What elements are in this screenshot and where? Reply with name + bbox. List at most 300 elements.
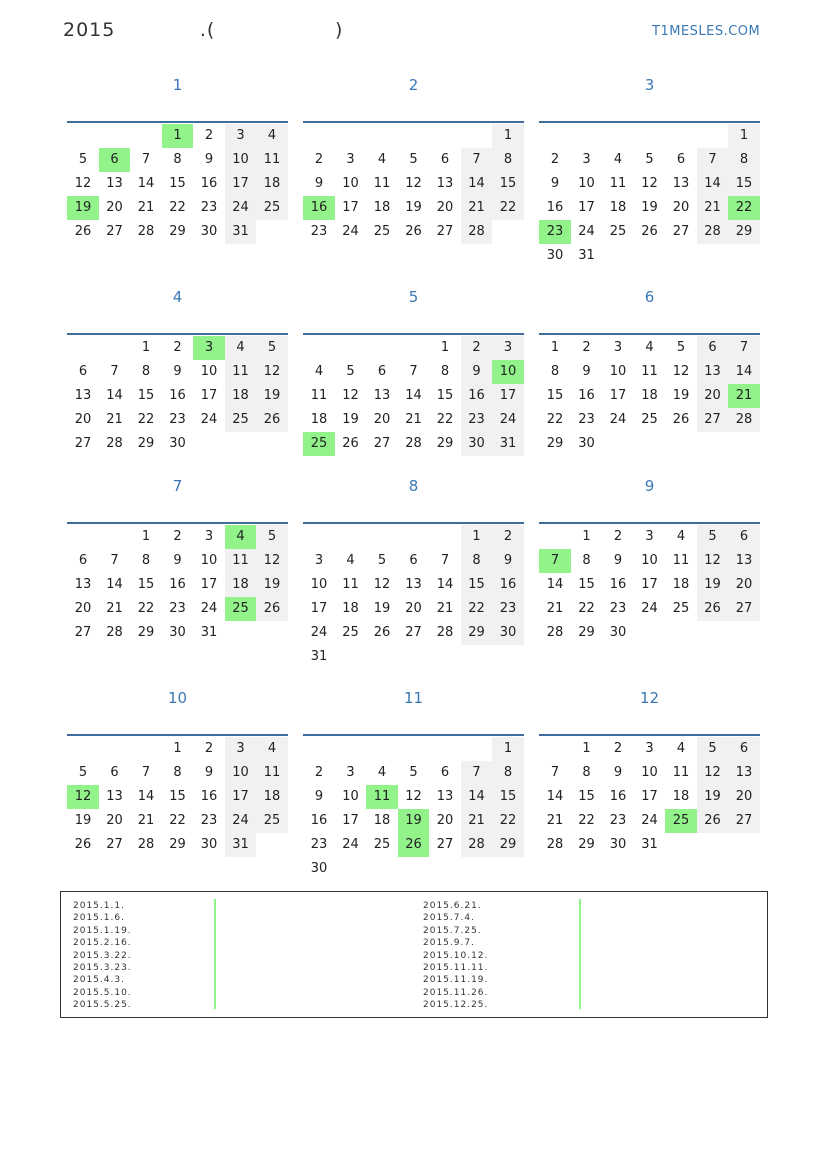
day-cell: 7 bbox=[110, 553, 119, 568]
day-cell: 22 bbox=[492, 196, 524, 220]
day-cell: 23 bbox=[169, 601, 186, 616]
day-cell: 6 bbox=[440, 152, 450, 167]
day-cell: 22 bbox=[169, 200, 186, 215]
day-grid bbox=[303, 336, 524, 456]
day-cell: 17 bbox=[641, 577, 658, 592]
day-cell: 13 bbox=[74, 577, 92, 592]
day-cell: 28 bbox=[405, 436, 422, 451]
day-cell: 29 bbox=[578, 625, 595, 640]
day-cell: 25 bbox=[373, 837, 391, 852]
page-title bbox=[63, 19, 343, 41]
day-cell: 28 bbox=[697, 220, 728, 244]
day-cell: 4 bbox=[225, 336, 256, 360]
day-cell: 21 bbox=[106, 601, 123, 616]
month-rule bbox=[67, 734, 288, 736]
day-cell: 29 bbox=[728, 220, 760, 244]
day-cell: 13 bbox=[728, 761, 760, 785]
day-cell: 27 bbox=[436, 224, 454, 239]
day-cell: 23 bbox=[461, 408, 492, 432]
day-cell: 8 bbox=[728, 148, 760, 172]
day-cell: 4 bbox=[645, 340, 654, 355]
empty-cell bbox=[571, 124, 602, 148]
day-cell: 24 bbox=[609, 412, 627, 427]
month-1 bbox=[67, 75, 288, 239]
day-cell: 24 bbox=[225, 809, 256, 833]
empty-cell bbox=[429, 124, 461, 148]
day-cell: 29 bbox=[137, 436, 155, 451]
day-cell: 27 bbox=[436, 837, 454, 852]
day-cell: 1 bbox=[173, 741, 182, 756]
day-cell: 12 bbox=[405, 789, 422, 804]
day-cell: 21 bbox=[461, 196, 492, 220]
day-cell: 12 bbox=[74, 176, 92, 191]
empty-cell bbox=[99, 737, 130, 761]
day-cell: 18 bbox=[609, 200, 627, 215]
empty-cell bbox=[366, 124, 398, 148]
day-cell: 1 bbox=[582, 741, 591, 756]
day-cell: 24 bbox=[310, 625, 328, 640]
day-cell: 16 bbox=[546, 200, 564, 215]
day-cell: 13 bbox=[405, 577, 422, 592]
legend-item: 2015.6.21. bbox=[423, 901, 482, 911]
month-label: 12 bbox=[639, 689, 660, 707]
day-cell: 8 bbox=[492, 148, 524, 172]
day-cell: 15 bbox=[137, 388, 155, 403]
day-cell: 1 bbox=[582, 529, 591, 544]
day-cell: 24 bbox=[342, 837, 359, 852]
day-cell: 15 bbox=[169, 789, 186, 804]
day-cell: 16 bbox=[609, 789, 627, 804]
day-grid bbox=[539, 737, 760, 857]
day-cell: 21 bbox=[106, 412, 123, 427]
day-cell: 11 bbox=[672, 553, 690, 568]
month-rule bbox=[67, 121, 288, 123]
legend-item: 2015.3.22. bbox=[73, 950, 132, 961]
brand-logo[interactable]: T1MESLES.COM bbox=[652, 24, 761, 39]
empty-cell bbox=[335, 336, 366, 360]
day-cell: 5 bbox=[78, 765, 88, 780]
day-cell: 25 bbox=[342, 625, 359, 640]
day-cell: 21 bbox=[546, 601, 564, 616]
legend-column-left bbox=[73, 900, 132, 1012]
day-cell: 5 bbox=[256, 336, 288, 360]
month-rule bbox=[539, 522, 760, 524]
day-cell: 4 bbox=[377, 152, 387, 167]
day-cell: 17 bbox=[492, 384, 524, 408]
title-close: ) bbox=[334, 19, 344, 41]
day-cell: 9 bbox=[582, 364, 591, 379]
day-cell: 20 bbox=[672, 200, 690, 215]
day-cell: 30 bbox=[200, 837, 218, 852]
day-cell: 26 bbox=[342, 436, 359, 451]
day-cell: 17 bbox=[225, 785, 256, 809]
day-cell: 17 bbox=[200, 577, 218, 592]
day-cell: 29 bbox=[461, 621, 492, 645]
day-cell: 18 bbox=[672, 577, 690, 592]
month-label: 1 bbox=[172, 76, 183, 94]
day-cell: 7 bbox=[440, 553, 450, 568]
day-cell: 26 bbox=[641, 224, 658, 239]
day-cell: 14 bbox=[461, 785, 492, 809]
day-cell: 10 bbox=[310, 577, 328, 592]
day-cell: 11 bbox=[641, 364, 658, 379]
day-cell: 8 bbox=[492, 761, 524, 785]
day-cell: 31 bbox=[225, 220, 256, 244]
day-cell: 9 bbox=[204, 152, 214, 167]
legend-item: 2015.7.25. bbox=[423, 925, 482, 936]
empty-cell bbox=[539, 525, 571, 549]
day-cell: 10 bbox=[225, 761, 256, 785]
day-cell: 20 bbox=[436, 200, 454, 215]
legend-item: 2015.4.3. bbox=[73, 975, 125, 986]
day-cell: 19 bbox=[398, 809, 429, 833]
legend-divider-right bbox=[579, 899, 581, 1009]
empty-cell bbox=[303, 525, 335, 549]
day-cell: 7 bbox=[539, 549, 571, 573]
month-label: 6 bbox=[644, 288, 655, 306]
empty-cell bbox=[429, 737, 461, 761]
day-cell: 30 bbox=[200, 224, 218, 239]
legend-item: 2015.10.12. bbox=[423, 950, 489, 961]
day-cell: 14 bbox=[405, 388, 422, 403]
day-cell: 11 bbox=[366, 785, 398, 809]
day-grid bbox=[303, 737, 524, 881]
day-cell: 22 bbox=[169, 813, 186, 828]
day-cell: 1 bbox=[461, 525, 492, 549]
empty-cell bbox=[335, 737, 366, 761]
day-cell: 15 bbox=[492, 172, 524, 196]
day-cell: 18 bbox=[225, 384, 256, 408]
day-cell: 1 bbox=[550, 340, 560, 355]
day-cell: 17 bbox=[578, 200, 595, 215]
day-cell: 16 bbox=[303, 196, 335, 220]
day-cell: 22 bbox=[137, 412, 155, 427]
day-cell: 3 bbox=[346, 765, 355, 780]
day-cell: 28 bbox=[461, 220, 492, 244]
day-cell: 13 bbox=[436, 176, 454, 191]
empty-cell bbox=[335, 124, 366, 148]
day-cell: 23 bbox=[578, 412, 595, 427]
month-label: 3 bbox=[644, 76, 655, 94]
month-rule bbox=[539, 734, 760, 736]
day-cell: 26 bbox=[74, 224, 92, 239]
day-cell: 12 bbox=[641, 176, 658, 191]
day-cell: 21 bbox=[405, 412, 422, 427]
day-cell: 5 bbox=[78, 152, 88, 167]
day-cell: 26 bbox=[373, 625, 391, 640]
day-cell: 26 bbox=[672, 412, 690, 427]
day-cell: 8 bbox=[582, 553, 591, 568]
day-cell: 6 bbox=[78, 553, 88, 568]
month-rule bbox=[67, 522, 288, 524]
day-cell: 11 bbox=[225, 360, 256, 384]
day-cell: 19 bbox=[373, 601, 391, 616]
day-cell: 8 bbox=[173, 152, 182, 167]
day-cell: 12 bbox=[256, 549, 288, 573]
day-cell: 10 bbox=[609, 364, 627, 379]
month-rule bbox=[67, 333, 288, 335]
day-cell: 5 bbox=[697, 737, 728, 761]
empty-cell bbox=[130, 124, 162, 148]
day-cell: 13 bbox=[106, 176, 123, 191]
day-cell: 16 bbox=[609, 577, 627, 592]
day-cell: 10 bbox=[578, 176, 595, 191]
day-cell: 2 bbox=[204, 128, 214, 143]
month-9 bbox=[539, 476, 760, 640]
legend-item: 2015.1.19. bbox=[73, 925, 132, 936]
day-cell: 19 bbox=[405, 200, 422, 215]
day-cell: 20 bbox=[728, 785, 760, 809]
day-cell: 24 bbox=[342, 224, 359, 239]
day-cell: 7 bbox=[141, 152, 151, 167]
day-cell: 24 bbox=[200, 412, 218, 427]
day-cell: 4 bbox=[377, 765, 387, 780]
legend-item: 2015.5.10. bbox=[73, 987, 132, 998]
day-cell: 16 bbox=[461, 384, 492, 408]
day-cell: 19 bbox=[74, 813, 92, 828]
empty-cell bbox=[303, 737, 335, 761]
day-cell: 10 bbox=[342, 789, 359, 804]
day-cell: 3 bbox=[645, 529, 654, 544]
day-cell: 12 bbox=[672, 364, 690, 379]
day-cell: 9 bbox=[314, 789, 324, 804]
day-cell: 19 bbox=[697, 785, 728, 809]
empty-cell bbox=[366, 737, 398, 761]
day-cell: 21 bbox=[461, 809, 492, 833]
day-cell: 11 bbox=[672, 765, 690, 780]
day-grid bbox=[303, 124, 524, 244]
month-11 bbox=[303, 688, 524, 876]
day-cell: 27 bbox=[106, 837, 123, 852]
day-cell: 24 bbox=[578, 224, 595, 239]
day-cell: 4 bbox=[346, 553, 355, 568]
day-cell: 31 bbox=[578, 248, 595, 263]
day-cell: 22 bbox=[546, 412, 564, 427]
day-cell: 1 bbox=[492, 124, 524, 148]
day-cell: 30 bbox=[492, 621, 524, 645]
day-cell: 5 bbox=[697, 525, 728, 549]
day-cell: 7 bbox=[141, 765, 151, 780]
legend-item: 2015.11.11. bbox=[423, 962, 489, 973]
day-cell: 25 bbox=[303, 432, 335, 456]
day-cell: 7 bbox=[550, 765, 560, 780]
day-cell: 1 bbox=[141, 529, 151, 544]
day-cell: 19 bbox=[67, 196, 99, 220]
day-cell: 12 bbox=[256, 360, 288, 384]
day-cell: 12 bbox=[697, 549, 728, 573]
day-cell: 17 bbox=[225, 172, 256, 196]
day-cell: 2 bbox=[173, 529, 182, 544]
day-cell: 8 bbox=[550, 364, 560, 379]
day-cell: 25 bbox=[225, 597, 256, 621]
day-grid bbox=[67, 525, 288, 645]
day-cell: 25 bbox=[665, 809, 697, 833]
day-cell: 17 bbox=[200, 388, 218, 403]
empty-cell bbox=[303, 124, 335, 148]
day-cell: 27 bbox=[373, 436, 391, 451]
day-cell: 18 bbox=[225, 573, 256, 597]
day-cell: 14 bbox=[546, 789, 564, 804]
day-cell: 27 bbox=[106, 224, 123, 239]
day-cell: 26 bbox=[256, 408, 288, 432]
holiday-legend bbox=[60, 891, 768, 1018]
day-cell: 26 bbox=[398, 833, 429, 857]
day-cell: 16 bbox=[169, 388, 186, 403]
day-cell: 21 bbox=[137, 200, 155, 215]
empty-cell bbox=[539, 124, 571, 148]
day-cell: 5 bbox=[256, 525, 288, 549]
month-3 bbox=[539, 75, 760, 263]
legend-item: 2015.7.4. bbox=[423, 913, 475, 924]
day-cell: 30 bbox=[609, 625, 627, 640]
day-cell: 9 bbox=[550, 176, 560, 191]
legend-item: 2015.11.26. bbox=[423, 987, 489, 998]
day-cell: 19 bbox=[256, 384, 288, 408]
day-cell: 9 bbox=[613, 765, 623, 780]
day-cell: 7 bbox=[461, 761, 492, 785]
day-cell: 27 bbox=[74, 625, 92, 640]
day-cell: 14 bbox=[546, 577, 564, 592]
month-2 bbox=[303, 75, 524, 239]
day-cell: 16 bbox=[169, 577, 186, 592]
day-cell: 1 bbox=[141, 340, 151, 355]
day-cell: 3 bbox=[492, 336, 524, 360]
day-cell: 12 bbox=[373, 577, 391, 592]
month-4 bbox=[67, 287, 288, 451]
day-cell: 2 bbox=[582, 340, 591, 355]
title-year: 2015 bbox=[63, 19, 116, 41]
day-cell: 2 bbox=[550, 152, 560, 167]
day-cell: 24 bbox=[641, 601, 658, 616]
title-separator: .( bbox=[199, 19, 216, 41]
month-label: 9 bbox=[644, 477, 655, 495]
day-cell: 10 bbox=[200, 364, 218, 379]
month-rule bbox=[303, 522, 524, 524]
day-cell: 10 bbox=[492, 360, 524, 384]
empty-cell bbox=[67, 737, 99, 761]
day-cell: 16 bbox=[200, 176, 218, 191]
day-cell: 25 bbox=[256, 809, 288, 833]
day-cell: 4 bbox=[613, 152, 623, 167]
empty-cell bbox=[665, 124, 697, 148]
day-cell: 17 bbox=[609, 388, 627, 403]
day-cell: 7 bbox=[110, 364, 119, 379]
day-cell: 4 bbox=[256, 737, 288, 761]
day-cell: 4 bbox=[676, 529, 686, 544]
legend-divider-left bbox=[214, 899, 216, 1009]
day-cell: 21 bbox=[137, 813, 155, 828]
empty-cell bbox=[461, 124, 492, 148]
empty-cell bbox=[429, 525, 461, 549]
day-cell: 15 bbox=[546, 388, 564, 403]
day-cell: 28 bbox=[137, 224, 155, 239]
day-cell: 18 bbox=[256, 172, 288, 196]
day-cell: 20 bbox=[728, 573, 760, 597]
legend-column-right bbox=[423, 900, 488, 1012]
day-cell: 20 bbox=[74, 412, 92, 427]
empty-cell bbox=[67, 336, 99, 360]
day-cell: 9 bbox=[173, 553, 182, 568]
day-cell: 9 bbox=[461, 360, 492, 384]
empty-cell bbox=[130, 737, 162, 761]
day-cell: 3 bbox=[582, 152, 591, 167]
month-10 bbox=[67, 688, 288, 852]
day-cell: 11 bbox=[310, 388, 328, 403]
day-cell: 5 bbox=[409, 765, 418, 780]
day-cell: 29 bbox=[492, 833, 524, 857]
day-cell: 24 bbox=[225, 196, 256, 220]
day-cell: 9 bbox=[173, 364, 182, 379]
day-cell: 28 bbox=[728, 408, 760, 432]
day-cell: 14 bbox=[106, 388, 123, 403]
empty-cell bbox=[366, 336, 398, 360]
day-cell: 26 bbox=[256, 597, 288, 621]
day-cell: 20 bbox=[373, 412, 391, 427]
day-cell: 6 bbox=[728, 737, 760, 761]
day-cell: 18 bbox=[641, 388, 658, 403]
day-cell: 10 bbox=[200, 553, 218, 568]
day-cell: 14 bbox=[461, 172, 492, 196]
day-cell: 23 bbox=[200, 200, 218, 215]
empty-cell bbox=[398, 525, 429, 549]
day-cell: 12 bbox=[697, 761, 728, 785]
legend-item: 2015.12.25. bbox=[423, 1000, 489, 1011]
day-cell: 26 bbox=[405, 224, 422, 239]
day-cell: 2 bbox=[204, 741, 214, 756]
day-cell: 15 bbox=[169, 176, 186, 191]
month-8 bbox=[303, 476, 524, 664]
day-cell: 6 bbox=[78, 364, 88, 379]
day-cell: 4 bbox=[314, 364, 324, 379]
day-cell: 21 bbox=[697, 196, 728, 220]
day-cell: 24 bbox=[641, 813, 658, 828]
day-cell: 3 bbox=[314, 553, 324, 568]
month-label: 5 bbox=[408, 288, 419, 306]
empty-cell bbox=[99, 336, 130, 360]
day-cell: 22 bbox=[436, 412, 454, 427]
day-cell: 27 bbox=[728, 809, 760, 833]
day-cell: 27 bbox=[728, 597, 760, 621]
month-rule bbox=[539, 333, 760, 335]
month-label: 7 bbox=[172, 477, 183, 495]
day-cell: 30 bbox=[609, 837, 627, 852]
day-cell: 22 bbox=[461, 597, 492, 621]
day-cell: 2 bbox=[613, 741, 623, 756]
day-cell: 27 bbox=[697, 408, 728, 432]
empty-cell bbox=[67, 525, 99, 549]
day-cell: 15 bbox=[578, 577, 595, 592]
day-cell: 9 bbox=[613, 553, 623, 568]
day-cell: 15 bbox=[578, 789, 595, 804]
empty-cell bbox=[335, 525, 366, 549]
day-cell: 23 bbox=[539, 220, 571, 244]
day-cell: 5 bbox=[409, 152, 418, 167]
day-cell: 14 bbox=[106, 577, 123, 592]
day-cell: 6 bbox=[110, 765, 119, 780]
day-cell: 21 bbox=[546, 813, 564, 828]
day-cell: 2 bbox=[492, 525, 524, 549]
day-cell: 4 bbox=[256, 124, 288, 148]
day-cell: 3 bbox=[645, 741, 654, 756]
legend-item: 2015.2.16. bbox=[73, 938, 132, 949]
month-rule bbox=[303, 734, 524, 736]
day-cell: 19 bbox=[641, 200, 658, 215]
day-cell: 20 bbox=[697, 384, 728, 408]
day-cell: 31 bbox=[492, 432, 524, 456]
day-cell: 10 bbox=[342, 176, 359, 191]
day-cell: 10 bbox=[225, 148, 256, 172]
day-cell: 20 bbox=[405, 601, 422, 616]
